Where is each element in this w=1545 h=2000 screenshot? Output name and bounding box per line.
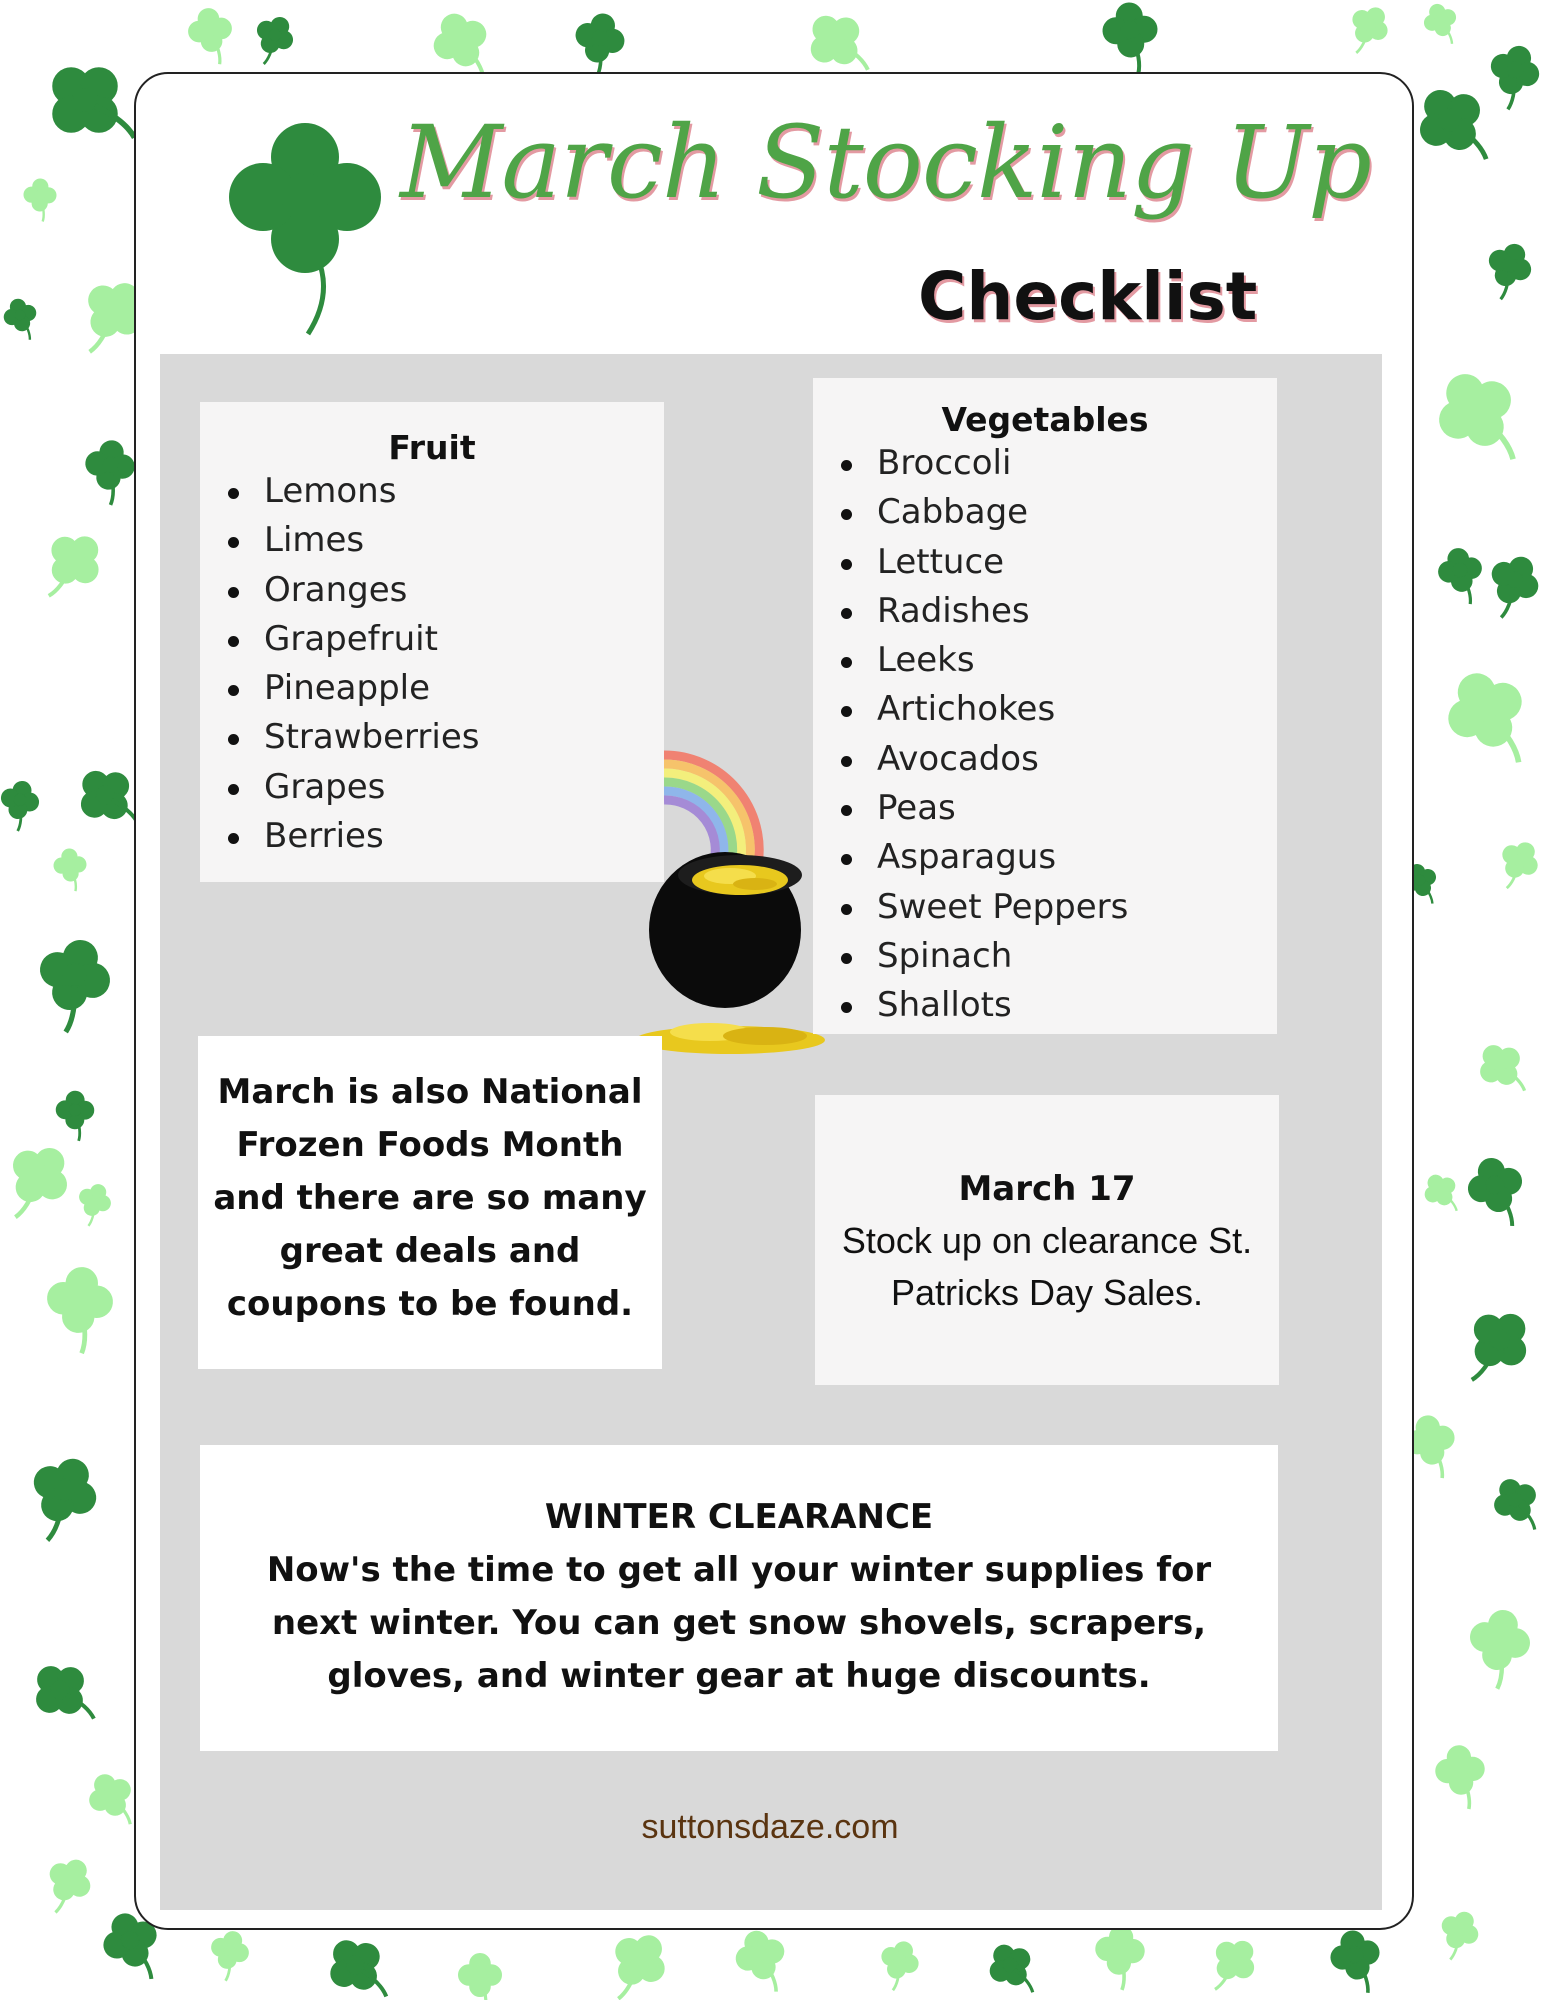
bullet-icon xyxy=(841,1002,852,1013)
fruit-list-card xyxy=(200,402,664,882)
clover-icon xyxy=(980,1935,1047,2000)
bullet-icon xyxy=(841,706,852,717)
list-item xyxy=(835,685,1277,734)
bullet-icon xyxy=(841,559,852,570)
clover-icon xyxy=(730,1925,794,2000)
list-item xyxy=(835,587,1277,636)
clover-icon xyxy=(1430,1905,1486,1966)
clover-icon xyxy=(1470,1035,1538,1106)
winter-clearance-text: Now's the time to get all your winter supplies for next winter. You can get snow shovels, scrapers, gloves, and winter gear at huge discounts. xyxy=(266,1550,1212,1696)
clover-icon xyxy=(0,295,42,344)
clover-icon xyxy=(317,1927,403,2000)
list-item xyxy=(835,932,1277,981)
winter-clearance-title: WINTER CLEARANCE xyxy=(544,1497,934,1537)
bullet-icon xyxy=(841,756,852,767)
list-item xyxy=(222,615,664,664)
site-link[interactable]: suttonsdaze.com xyxy=(641,1808,899,1846)
clover-icon xyxy=(1480,39,1545,115)
clover-icon xyxy=(56,1091,95,1141)
bullet-icon xyxy=(841,805,852,816)
list-item xyxy=(835,439,1277,488)
bullet-icon xyxy=(228,734,239,745)
clover-icon xyxy=(0,1133,82,1231)
bullet-icon xyxy=(841,904,852,915)
list-item xyxy=(835,784,1277,833)
clover-icon xyxy=(186,6,237,68)
clover-icon xyxy=(1423,358,1538,482)
clover-icon xyxy=(871,1936,924,1996)
vegetables-list-card xyxy=(813,378,1277,1034)
list-item-label: Radishes xyxy=(877,590,1030,631)
clover-icon xyxy=(1419,0,1464,50)
clover-icon xyxy=(22,1652,110,1741)
list-item xyxy=(222,566,664,615)
frozen-foods-text: March is also National Frozen Foods Month and there are so many great deals and coupons to be found. xyxy=(213,1072,647,1324)
bullet-icon xyxy=(841,608,852,619)
clover-icon xyxy=(81,438,137,507)
list-item-label: Cabbage xyxy=(877,492,1029,533)
list-item-label: Leeks xyxy=(877,640,975,681)
shamrock-icon xyxy=(220,112,390,337)
march-17-date: March 17 xyxy=(958,1169,1136,1209)
bullet-icon xyxy=(228,537,239,548)
fruit-heading: Fruit xyxy=(388,428,476,467)
bullet-icon xyxy=(841,953,852,964)
clover-icon xyxy=(1435,545,1487,608)
list-item xyxy=(835,636,1277,685)
clover-icon xyxy=(1405,75,1507,182)
bullet-icon xyxy=(228,488,239,499)
list-item xyxy=(222,763,664,812)
clover-icon xyxy=(1102,2,1160,76)
bullet-icon xyxy=(841,460,852,471)
list-item-label: Pineapple xyxy=(264,668,431,709)
list-item xyxy=(835,488,1277,537)
clover-icon xyxy=(33,1850,100,1921)
bullet-icon xyxy=(228,833,239,844)
list-item-label: Spinach xyxy=(877,935,1013,976)
winter-clearance-card xyxy=(200,1445,1278,1751)
list-item-label: Shallots xyxy=(877,985,1012,1026)
clover-icon xyxy=(1435,660,1545,782)
list-item-label: Lettuce xyxy=(877,541,1005,582)
clover-icon xyxy=(1487,834,1545,896)
clover-icon xyxy=(1462,1605,1535,1693)
fruit-list xyxy=(200,467,664,861)
vegetables-heading: Vegetables xyxy=(941,400,1149,439)
list-item xyxy=(835,981,1277,1030)
clover-icon xyxy=(1462,1152,1533,1235)
clover-icon xyxy=(25,931,119,1040)
list-item-label: Lemons xyxy=(264,471,397,511)
list-item-label: Oranges xyxy=(264,569,408,610)
bullet-icon xyxy=(841,657,852,668)
march-17-text: Stock up on clearance St. Patricks Day Sales. xyxy=(841,1220,1253,1313)
clover-icon xyxy=(23,178,57,222)
bullet-icon xyxy=(228,685,239,696)
list-item-label: Asparagus xyxy=(877,837,1057,878)
clover-icon xyxy=(1418,1168,1468,1221)
list-item-label: Limes xyxy=(264,520,365,561)
list-item xyxy=(835,833,1277,882)
bullet-icon xyxy=(841,854,852,865)
clover-icon xyxy=(1327,1927,1387,1999)
bullet-icon xyxy=(228,784,239,795)
list-item xyxy=(835,883,1277,932)
clover-icon xyxy=(244,9,301,71)
bullet-icon xyxy=(228,636,239,647)
list-item xyxy=(222,467,664,516)
list-item xyxy=(222,713,664,762)
clover-icon xyxy=(53,848,88,893)
list-item xyxy=(222,516,664,565)
clover-icon xyxy=(1434,1744,1488,1812)
list-item-label: Artichokes xyxy=(877,689,1056,730)
clover-icon xyxy=(1445,1298,1542,1396)
march-17-card xyxy=(815,1095,1279,1385)
clover-icon xyxy=(1092,1924,1146,1992)
clover-icon xyxy=(1337,0,1396,61)
clover-icon xyxy=(458,1953,501,2000)
list-item-label: Broccoli xyxy=(877,443,1012,483)
list-item xyxy=(222,812,664,861)
clover-icon xyxy=(1486,1471,1545,1541)
clover-icon xyxy=(70,1179,116,1231)
clover-icon xyxy=(25,522,113,611)
list-item-label: Grapes xyxy=(264,766,386,807)
list-item-label: Sweet Peppers xyxy=(877,886,1129,927)
clover-icon xyxy=(592,1922,678,2000)
clover-icon xyxy=(12,1446,108,1551)
list-item xyxy=(835,538,1277,587)
list-item-label: Avocados xyxy=(877,738,1039,779)
clover-icon xyxy=(0,778,42,834)
frozen-foods-card xyxy=(198,1036,662,1369)
list-item-label: Strawberries xyxy=(264,717,480,758)
clover-icon xyxy=(203,1927,253,1985)
clover-icon xyxy=(1195,1929,1265,2000)
vegetables-list xyxy=(813,439,1277,1031)
list-item xyxy=(222,664,664,713)
clover-icon xyxy=(42,1264,115,1356)
list-item xyxy=(835,735,1277,784)
page-title: March Stocking Up xyxy=(400,104,1371,221)
bullet-icon xyxy=(228,587,239,598)
clover-icon xyxy=(1475,547,1545,626)
bullet-icon xyxy=(841,509,852,520)
list-item-label: Berries xyxy=(264,816,384,857)
list-item-label: Peas xyxy=(877,788,956,829)
clover-icon xyxy=(1476,237,1538,306)
list-item-label: Grapefruit xyxy=(264,618,438,659)
page-subtitle: Checklist xyxy=(918,258,1258,335)
